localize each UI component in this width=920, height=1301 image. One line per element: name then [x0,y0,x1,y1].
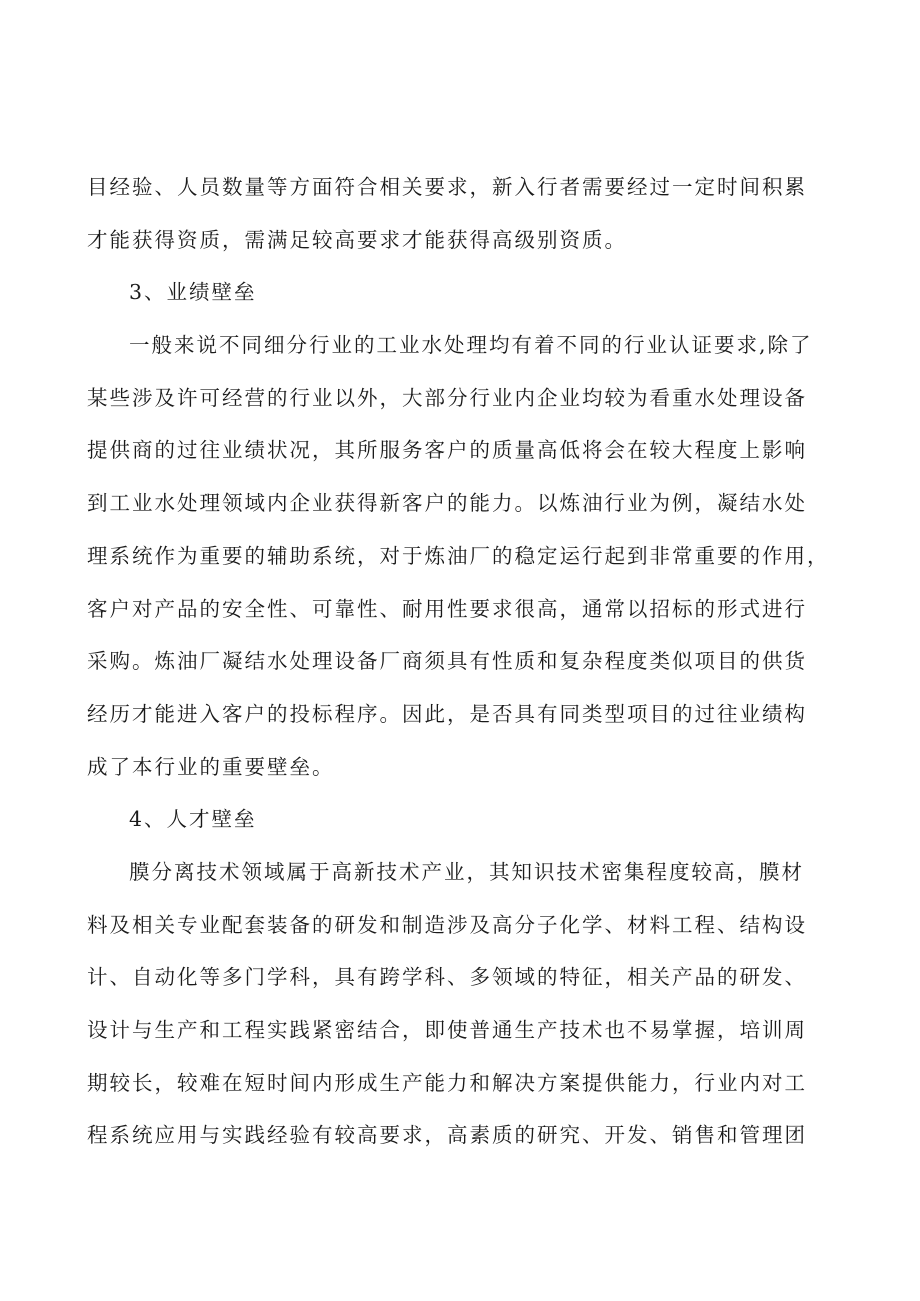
text-line: 客户对产品的安全性、可靠性、耐用性要求很高，通常以招标的形式进行 [87,596,807,621]
text-line: 计、自动化等多门学科，具有跨学科、多领域的特征，相关产品的研发、 [87,965,807,990]
document-body [87,171,837,1172]
text-line: 3、业绩壁垒 [129,280,257,305]
text-line: 成了本行业的重要壁垒。 [87,754,335,779]
text-line: 期较长，较难在短时间内形成生产能力和解决方案提供能力，行业内对工 [87,1070,807,1095]
text-line: 提供商的过往业绩状况，其所服务客户的质量高低将会在较大程度上影响 [87,438,807,463]
text-line: 目经验、人员数量等方面符合相关要求，新入行者需要经过一定时间积累 [87,175,807,199]
text-line: 一般来说不同细分行业的工业水处理均有着不同的行业认证要求,除了 [129,333,813,358]
text-line: 膜分离技术领域属于高新技术产业，其知识技术密集程度较高，膜材 [129,859,804,884]
text-line: 经历才能进入客户的投标程序。因此，是否具有同类型项目的过往业绩构 [87,701,807,726]
text-line: 某些涉及许可经营的行业以外，大部分行业内企业均较为看重水处理设备 [87,385,807,410]
text-line: 采购。炼油厂凝结水处理设备厂商须具有性质和复杂程度类似项目的供货 [87,649,807,674]
text-line: 到工业水处理领域内企业获得新客户的能力。以炼油行业为例，凝结水处 [87,491,807,516]
text-line: 4、人才壁垒 [129,807,257,832]
text-line: 设计与生产和工程实践紧密结合，即使普通生产技术也不易掌握，培训周 [87,1018,807,1042]
text-line: 才能获得资质，需满足较高要求才能获得高级别资质。 [87,227,627,252]
text-line: 理系统作为重要的辅助系统，对于炼油厂的稳定运行起到非常重要的作用， [87,543,830,568]
text-line: 程系统应用与实践经验有较高要求，高素质的研究、开发、销售和管理团 [87,1123,807,1148]
text-line: 料及相关专业配套装备的研发和制造涉及高分子化学、材料工程、结构设 [87,912,807,937]
